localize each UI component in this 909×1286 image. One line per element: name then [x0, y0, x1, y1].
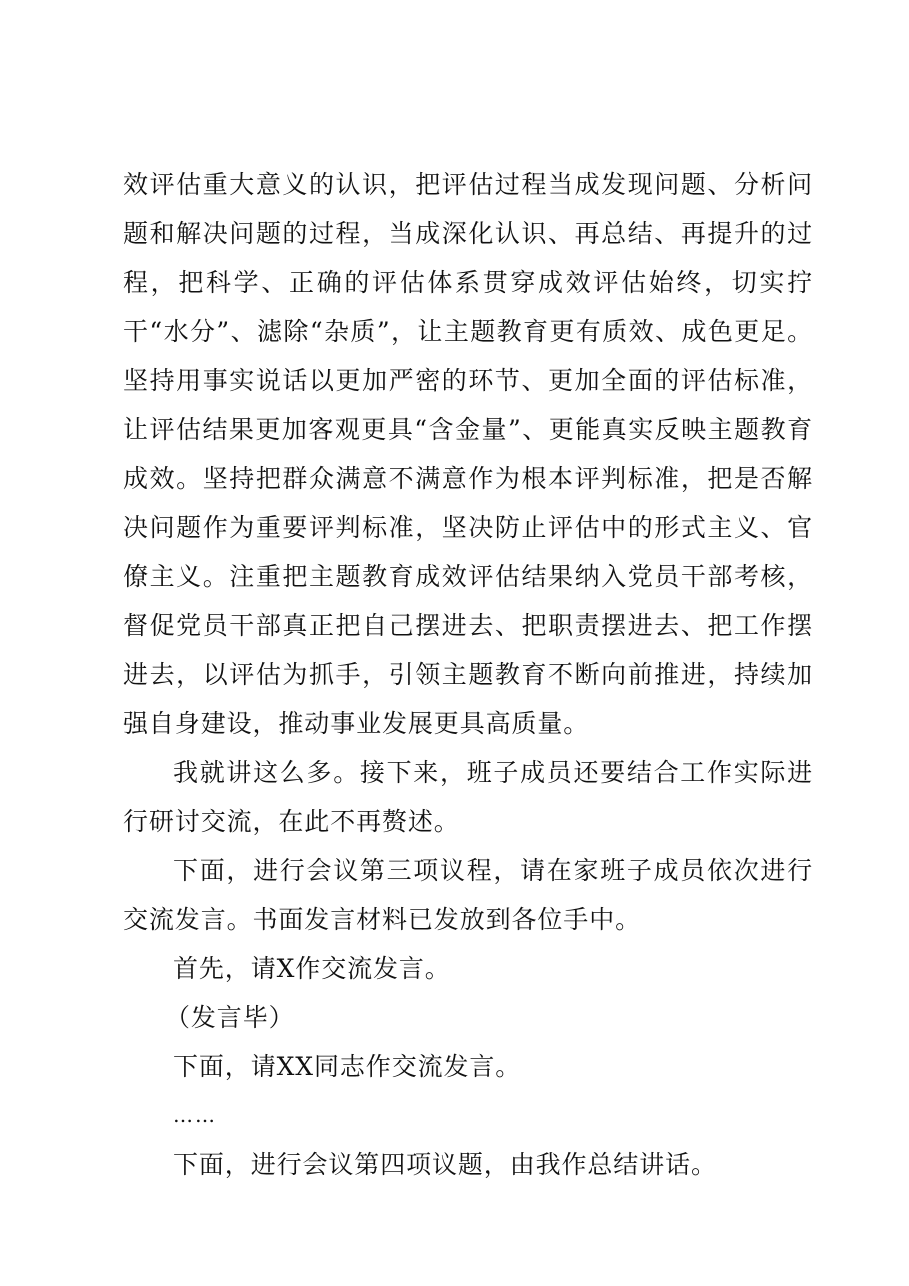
- paragraph-closing-remarks: 我就讲这么多。接下来，班子成员还要结合工作实际进行研讨交流，在此不再赘述。: [123, 758, 813, 836]
- paragraph-first-speaker: 首先，请X作交流发言。: [173, 954, 451, 983]
- paragraph-speech-finished: （发言毕）: [165, 1003, 295, 1032]
- paragraph-agenda-item-four: 下面，进行会议第四项议题，由我作总结讲话。: [173, 1150, 717, 1179]
- paragraph-continued: 效评估重大意义的认识，把评估过程当成发现问题、分析问题和解决问题的过程，当成深化认识、再总结、再提升的过程，把科学、正确的评估体系贯穿成效评估始终，切实拧干“水分”、滤除“杂质”，让主题教育更有质效、成色更足。坚持用事实说话以更加严密的环节、更加全面的评估标准，让评估结果更加客观更具“含金量”、更能真实反映主题教育成效。坚持把群众满意不满意作为根本评判标准，把是否解决问题作为重要评判标准，坚决防止评估中的形式主义、官僚主义。注重把主题教育成效评估结果纳入党员干部考核，督促党员干部真正把自己摆进去、把职责摆进去、把工作摆进去，以评估为抓手，引领主题教育不断向前推进，持续加强自身建设，推动事业发展更具高质量。: [123, 170, 813, 738]
- paragraph-agenda-item-three: 下面，进行会议第三项议程，请在家班子成员依次进行交流发言。书面发言材料已发放到各位手中。: [123, 856, 813, 934]
- paragraph-next-speaker: 下面，请XX同志作交流发言。: [173, 1052, 522, 1081]
- document-body: [123, 160, 813, 1189]
- paragraph-ellipsis: ……: [173, 1103, 217, 1127]
